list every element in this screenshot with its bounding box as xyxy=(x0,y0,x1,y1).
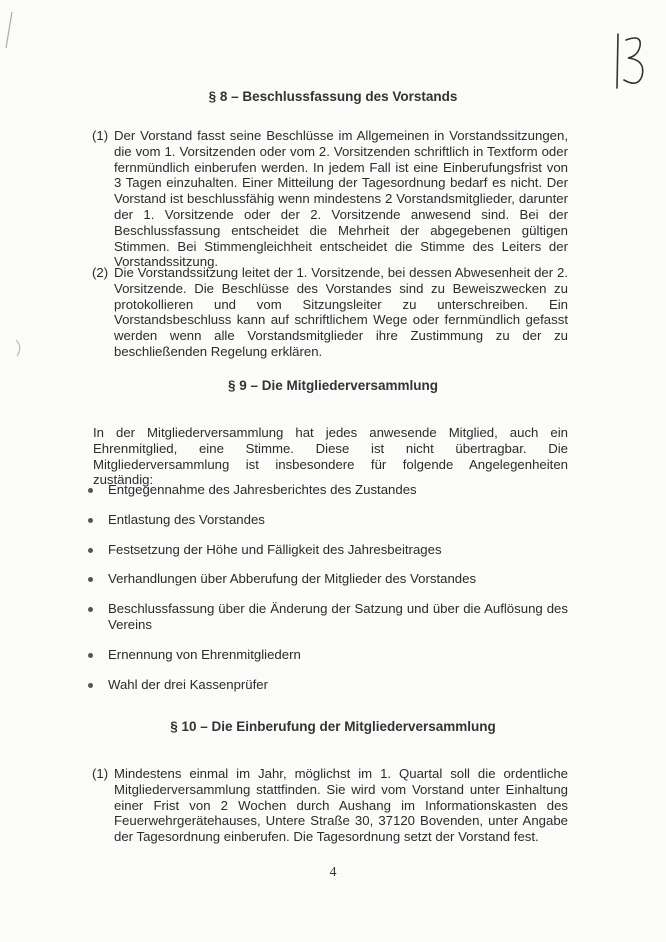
bullet-icon xyxy=(88,577,93,582)
list-item: Beschlussfassung über die Änderung der Satzung und über die Auflösung des Vereins xyxy=(88,601,568,633)
section-8-p1-number: (1) xyxy=(92,128,109,143)
list-item: Wahl der drei Kassenprüfer xyxy=(88,677,568,693)
scan-mark-left xyxy=(14,338,26,358)
bullet-icon xyxy=(88,683,93,688)
section-8-p2-number: (2) xyxy=(92,265,109,280)
list-item: Verhandlungen über Abberufung der Mitglieder des Vorstandes xyxy=(88,571,568,587)
section-8-paragraph-2: Die Vorstandssitzung leitet der 1. Vorsitzende, bei dessen Abwesenheit der 2. Vorsitzende. Die Beschlüsse des Vorstandes sind zu Beweiszwecken zu protokollieren und vom Sitzungsleiter zu unterschreiben. Ein Vorstandsbeschluss kann auf schriftlichem Wege oder fernmündlich gefasst werden wenn alle Vorstandsmitglieder ihre Zustimmung zu der zu beschließenden Regelung erklären. xyxy=(114,265,568,359)
page-number: 4 xyxy=(329,865,337,880)
list-item: Entgegennahme des Jahresberichtes des Zustandes xyxy=(88,482,568,498)
bullet-icon xyxy=(88,653,93,658)
bullet-icon xyxy=(88,607,93,612)
bullet-icon xyxy=(88,548,93,553)
scan-mark-top-left xyxy=(2,10,16,50)
section-10-paragraph-1: Mindestens einmal im Jahr, möglichst im 1. Quartal soll die ordentliche Mitgliederversammlung stattfinden. Sie wird vom Vorstand unter Einhaltung einer Frist von 2 Wochen durch Aushang im Informationskasten des Feuerwehrgerätehauses, Untere Straße 30, 37120 Bovenden, unter Angabe der Tagesordnung einberufen. Die Tagesordnung setzt der Vorstand fest. xyxy=(114,766,568,845)
section-10-p1-number: (1) xyxy=(92,766,109,781)
list-item: Ernennung von Ehrenmitgliedern xyxy=(88,647,568,663)
handwritten-page-mark xyxy=(612,30,652,92)
section-8-title: § 8 – Beschlussfassung des Vorstands xyxy=(208,89,458,104)
bullet-icon xyxy=(88,518,93,523)
section-9-title: § 9 – Die Mitgliederversammlung xyxy=(227,378,439,393)
list-item: Festsetzung der Höhe und Fälligkeit des Jahresbeitrages xyxy=(88,542,568,558)
section-8-paragraph-1: Der Vorstand fasst seine Beschlüsse im Allgemeinen in Vorstandssitzungen, die vom 1. Vorsitzenden oder vom 2. Vorsitzenden schriftlich in Textform oder fernmündlich einberufen werden. In jedem Fall ist eine Einberufungsfrist von 3 Tagen einzuhalten. Einer Mitteilung der Tagesordnung bedarf es nicht. Der Vorstand ist beschlussfähig wenn mindestens 2 Vorstandsmitglieder, darunter der 1. Vorsitzende oder der 2. Vorsitzende anwesend sind. Bei der Beschlussfassung entscheidet die Mehrheit der abgegebenen gültigen Stimmen. Bei Stimmengleichheit entscheidet die Stimme des Leiters der Vorstandssitzung. xyxy=(114,128,568,270)
section-10-title: § 10 – Die Einberufung der Mitgliederversammlung xyxy=(170,719,496,734)
list-item: Entlastung des Vorstandes xyxy=(88,512,568,528)
section-9-intro: In der Mitgliederversammlung hat jedes anwesende Mitglied, auch ein Ehrenmitglied, eine Stimme. Diese ist nicht übertragbar. Die Mitgliederversammlung ist insbesondere für folgende Angelegenheiten zuständig: xyxy=(93,425,568,488)
section-9-list xyxy=(88,482,568,692)
bullet-icon xyxy=(88,488,93,493)
